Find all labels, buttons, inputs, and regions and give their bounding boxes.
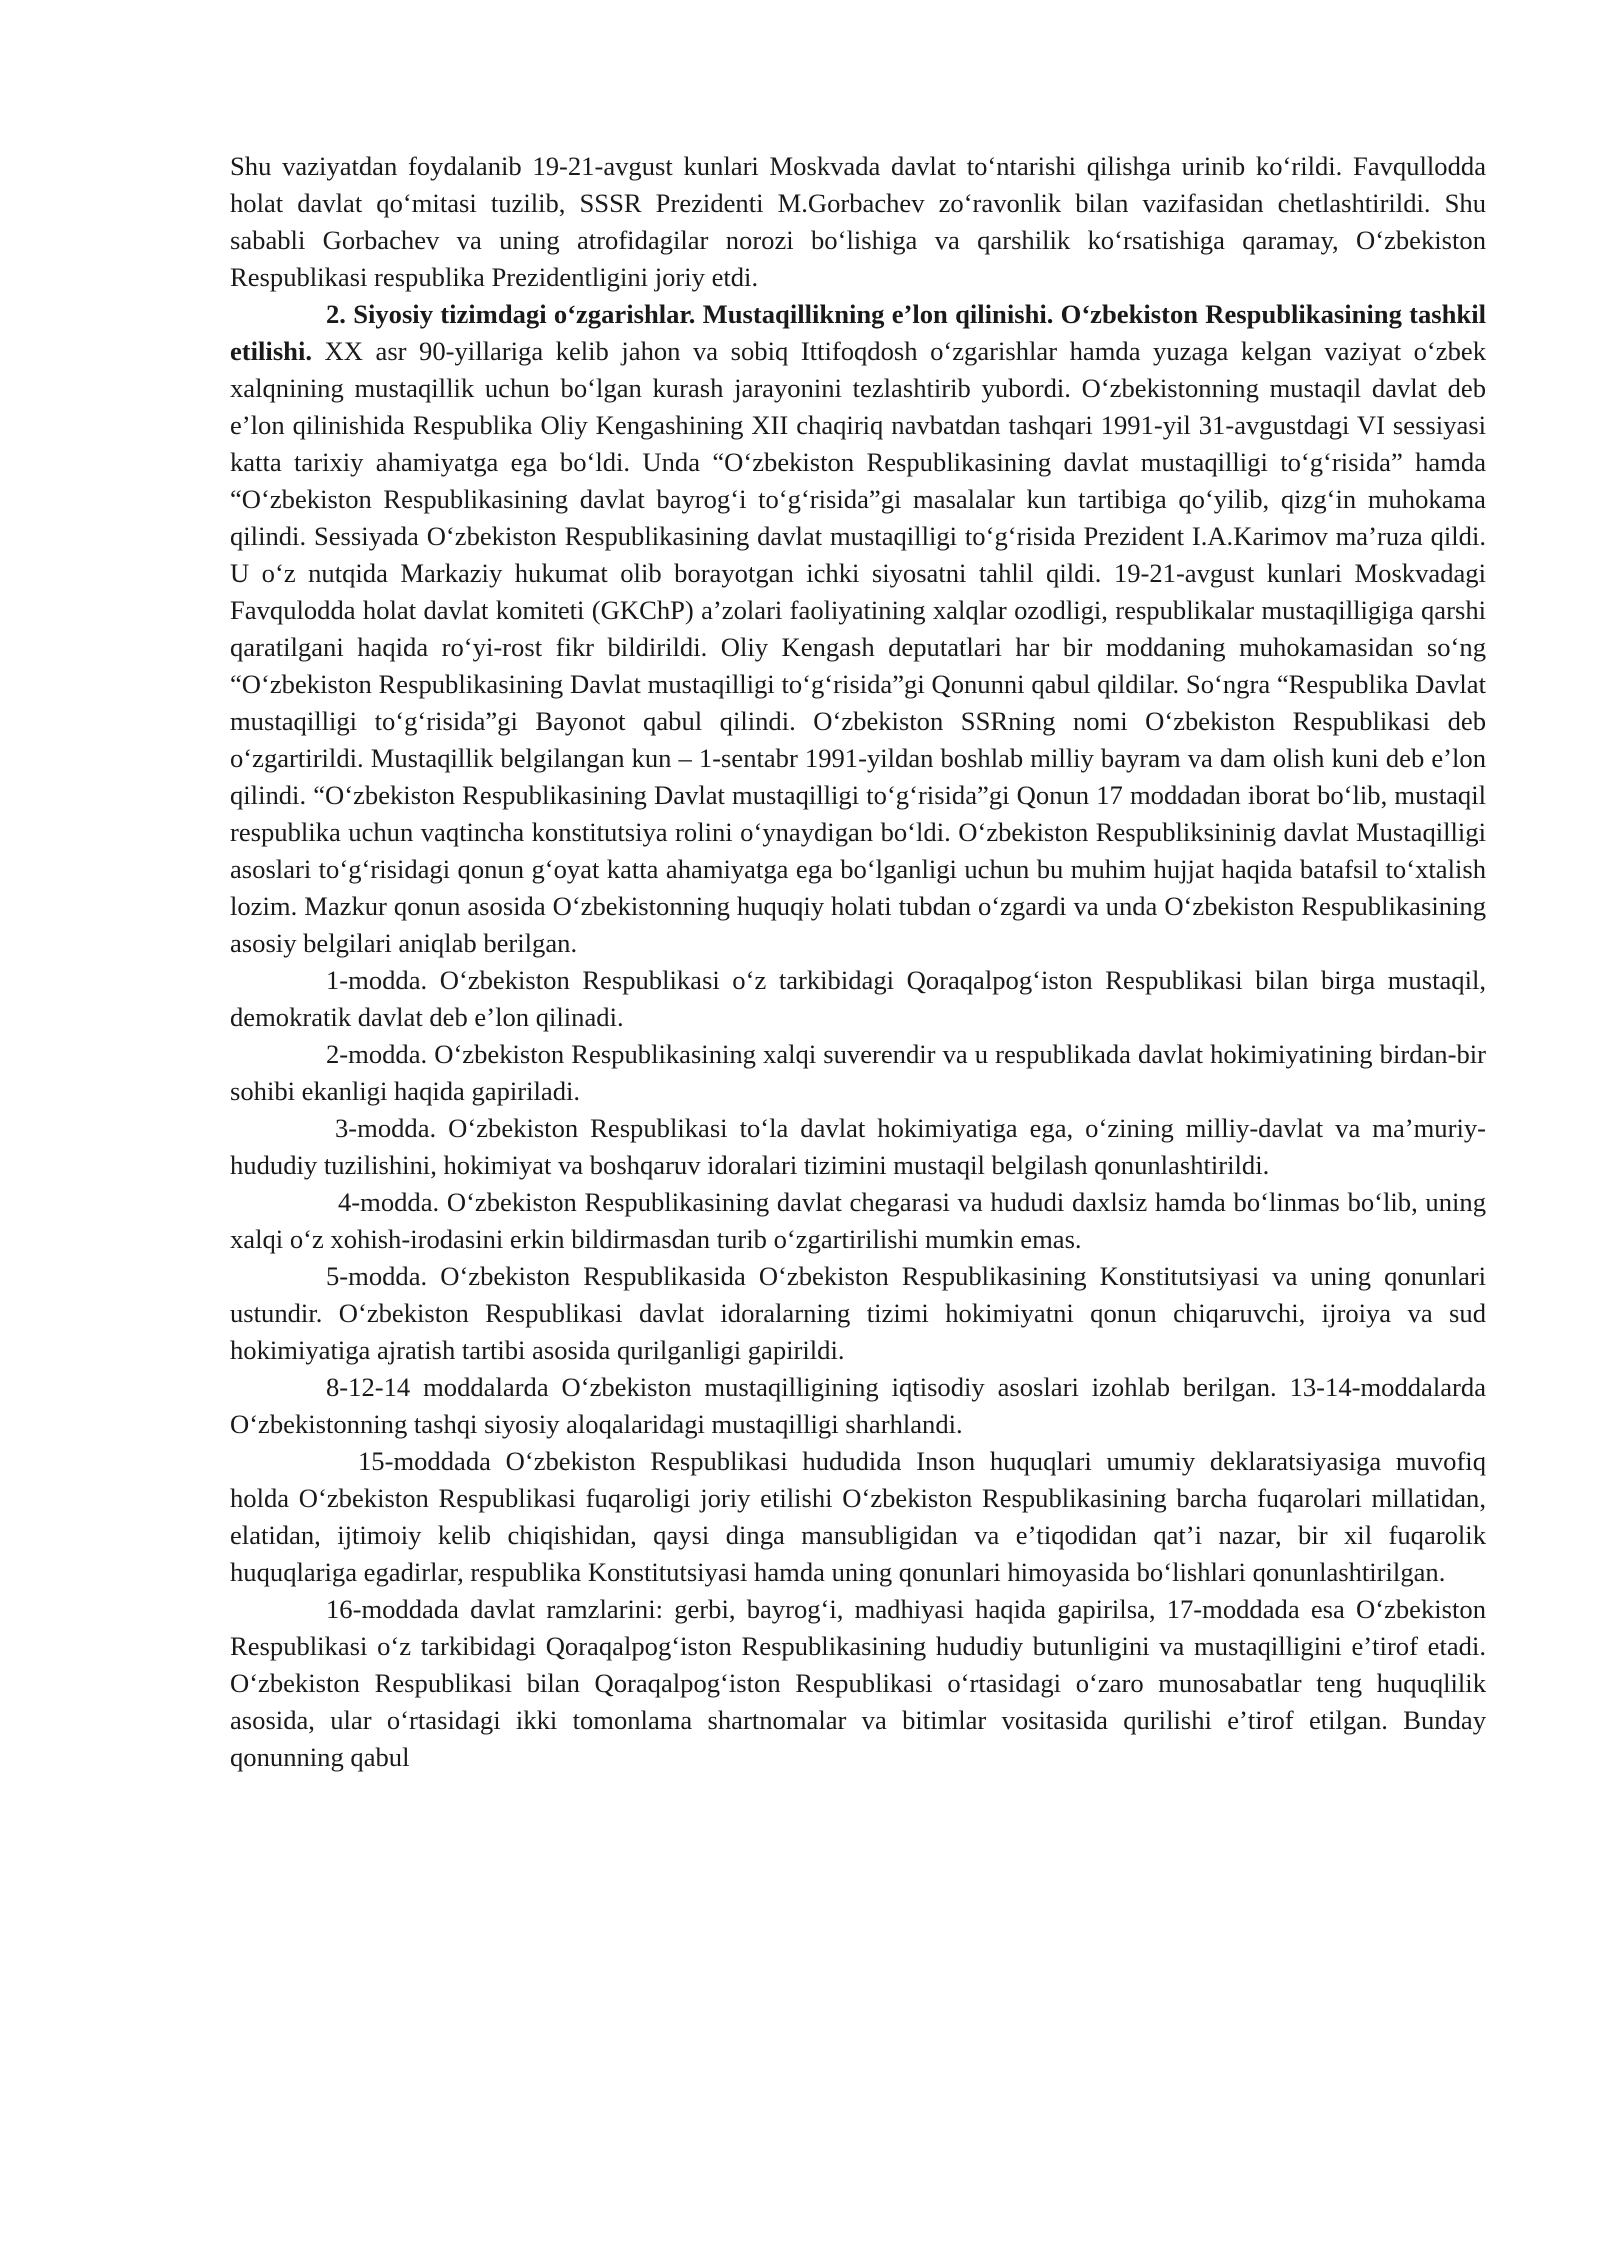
paragraph-text: 8-12-14 moddalarda Oʻzbekiston mustaqilligining iqtisodiy asoslari izohlab berilgan. 13-14-moddalarda Oʻzbekistonning tashqi siyosiy aloqalaridagi mustaqilligi sharhlandi.	[230, 1372, 1486, 1439]
paragraph-text: 15-moddada Oʻzbekiston Respublikasi hududida Inson huquqlari umumiy deklaratsiyasiga muvofiq holda Oʻzbekiston Respublikasi fuqaroligi joriy etilishi Oʻzbekiston Respublikasining barcha fuqarolari millatidan, elatidan, ijtimoiy kelib chiqishidan, qaysi dinga mansubligidan va eʼtiqodidan qatʼi nazar, bir xil fuqarolik huquqlariga egadirlar, respublika Konstitutsiyasi hamda uning qonunlari himoyasida boʻlishlari qonunlashtirilgan.	[230, 1446, 1486, 1587]
paragraph-text: 3-modda. Oʻzbekiston Respublikasi toʻla davlat hokimiyatiga ega, oʻzining milliy-davlat va maʼmuriy-hududiy tuzilishini, hokimiyat va boshqaruv idoralari tizimini mustaqil belgilash qonunlashtirildi.	[230, 1113, 1486, 1180]
paragraph-text: XX asr 90-yillariga kelib jahon va sobiq Ittifoqdosh oʻzgarishlar hamda yuzaga kelgan vaziyat oʻzbek xalqnining mustaqillik uchun boʻlgan kurash jarayonini tezlashtirib yubordi. Oʻzbekistonning mustaqil davlat deb eʼlon qilinishida Respublika Oliy Kengashining XII chaqiriq navbatdan tashqari 1991-yil 31-avgustdagi VI sessiyasi katta tarixiy ahamiyatga ega boʻldi. Unda “Oʻzbekiston Respublikasining davlat mustaqilligi toʻgʻrisida” hamda “Oʻzbekiston Respublikasining davlat bayrogʻi toʻgʻrisida”gi masalalar kun tartibiga qoʻyilib, qizgʻin muhokama qilindi. Sessiyada Oʻzbekiston Respublikasining davlat mustaqilligi toʻgʻrisida Prezident I.A.Karimov maʼruza qildi. U oʻz nutqida Markaziy hukumat olib borayotgan ichki siyosatni tahlil qildi. 19-21-avgust kunlari Moskvadagi Favqulodda holat davlat komiteti (GKChP) aʼzolari faoliyatining xalqlar ozodligi, respublikalar mustaqilligiga qarshi qaratilgani haqida roʻyi-rost fikr bildirildi. Oliy Kengash deputatlari har bir moddaning muhokamasidan soʻng “Oʻzbekiston Respublikasining Davlat mustaqilligi toʻgʻrisida”gi Qonunni qabul qildilar. Soʻngra “Respublika Davlat mustaqilligi toʻgʻrisida”gi Bayonot qabul qilindi. Oʻzbekiston SSRning nomi Oʻzbekiston Respublikasi deb oʻzgartirildi. Mustaqillik belgilangan kun – 1-sentabr 1991-yildan boshlab milliy bayram va dam olish kuni deb eʼlon qilindi. “Oʻzbekiston Respublikasining Davlat mustaqilligi toʻgʻrisida”gi Qonun 17 moddadan iborat boʻlib, mustaqil respublika uchun vaqtincha konstitutsiya rolini oʻynaydigan boʻldi. Oʻzbekiston Respubliksininig davlat Mustaqilligi asoslari toʻgʻrisidagi qonun gʻoyat katta ahamiyatga ega boʻlganligi uchun bu muhim hujjat haqida batafsil toʻxtalish lozim. Mazkur qonun asosida Oʻzbekistonning huquqiy holati tubdan oʻzgardi va unda Oʻzbekiston Respublikasining asosiy belgilari aniqlab berilgan.	[230, 336, 1486, 958]
paragraph-text: 2-modda. Oʻzbekiston Respublikasining xalqi suverendir va u respublikada davlat hokimiyatining birdan-bir sohibi ekanligi haqida gapiriladi.	[230, 1039, 1486, 1106]
paragraph-section-2	[230, 296, 1486, 962]
paragraph-articles-16-17	[230, 1591, 1486, 1776]
paragraph-articles-8-14	[230, 1369, 1486, 1443]
paragraph-text: 5-modda. Oʻzbekiston Respublikasida Oʻzbekiston Respublikasining Konstitutsiyasi va uning qonunlari ustundir. Oʻzbekiston Respublikasi davlat idoralarning tizimi hokimiyatni qonun chiqaruvchi, ijroiya va sud hokimiyatiga ajratish tartibi asosida qurilganligi gapirildi.	[230, 1261, 1486, 1365]
paragraph-article-1	[230, 962, 1486, 1036]
paragraph-article-2	[230, 1036, 1486, 1110]
paragraph-text: 16-moddada davlat ramzlarini: gerbi, bayrogʻi, madhiyasi haqida gapirilsa, 17-moddada esa Oʻzbekiston Respublikasi oʻz tarkibidagi Qoraqalpogʻiston Respublikasining hududiy butunligini va mustaqilligini eʼtirof etadi. Oʻzbekiston Respublikasi bilan Qoraqalpogʻiston Respublikasi oʻrtasidagi oʻzaro munosabatlar teng huquqlilik asosida, ular oʻrtasidagi ikki tomonlama shartnomalar va bitimlar vositasida qurilishi eʼtirof etilgan. Bunday qonunning qabul	[230, 1594, 1486, 1772]
section-heading: 2. Siyosiy tizimdagi oʻzgarishlar. Mustaqillikning eʼlon qilinishi. Oʻzbekiston Respublikasining tashkil etilishi.	[230, 299, 1486, 366]
paragraph-text: 1-modda. Oʻzbekiston Respublikasi oʻz tarkibidagi Qoraqalpogʻiston Respublikasi bilan birga mustaqil, demokratik davlat deb eʼlon qilinadi.	[230, 965, 1486, 1032]
paragraph-text: 4-modda. Oʻzbekiston Respublikasining davlat chegarasi va hududi daxlsiz hamda boʻlinmas boʻlib, uning xalqi oʻz xohish-irodasini erkin bildirmasdan turib oʻzgartirilishi mumkin emas.	[230, 1187, 1486, 1254]
paragraph-article-15	[230, 1443, 1486, 1591]
paragraph-text: Shu vaziyatdan foydalanib 19-21-avgust kunlari Moskvada davlat toʻntarishi qilishga urinib koʻrildi. Favqullodda holat davlat qoʻmitasi tuzilib, SSSR Prezidenti M.Gorbachev zoʻravonlik bilan vazifasidan chetlashtirildi. Shu sababli Gorbachev va uning atrofidagilar norozi boʻlishiga va qarshilik koʻrsatishiga qaramay, Oʻzbekiston Respublikasi respublika Prezidentligini joriy etdi.	[230, 151, 1486, 292]
paragraph-intro	[230, 148, 1486, 296]
document-page	[230, 148, 1486, 1776]
paragraph-article-4	[230, 1184, 1486, 1258]
paragraph-article-5	[230, 1258, 1486, 1369]
paragraph-article-3	[230, 1110, 1486, 1184]
